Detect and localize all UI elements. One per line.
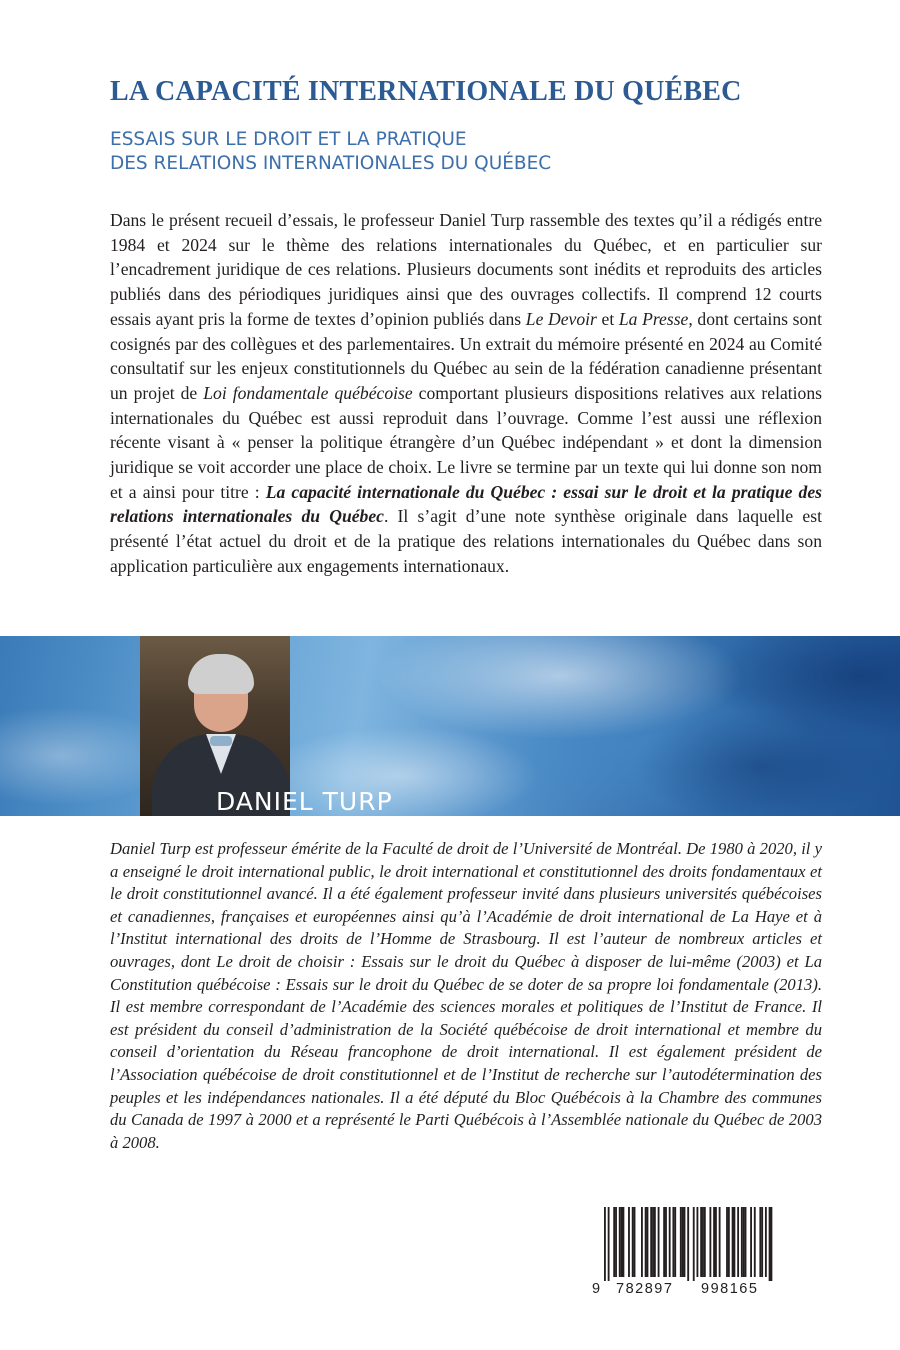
barcode-bar	[658, 1207, 660, 1277]
summary-loi-fondamentale: Loi fondamentale québécoise	[203, 382, 413, 403]
barcode-bars	[590, 1205, 780, 1281]
barcode-bar	[728, 1207, 730, 1277]
barcode-bar	[628, 1207, 630, 1277]
barcode-bar	[713, 1207, 715, 1277]
barcode-bar	[684, 1207, 686, 1277]
barcode-bar	[750, 1207, 752, 1277]
barcode-bar	[687, 1207, 689, 1281]
isbn-barcode	[590, 1205, 780, 1300]
barcode-bar	[693, 1207, 695, 1281]
subtitle-line-2: DES RELATIONS INTERNATIONALES DU QUÉBEC	[110, 153, 552, 174]
barcode-bar	[634, 1207, 636, 1277]
summary-part-3: comportant plusieurs dispositions relatives aux relations internationales du Québec est aussi reproduit dans l’ouvrage. Comme l’est aussi une réflexion récente visant à « penser la politique étrangère d’un Québec indépendant » et dont la dimension juridique se voit accorder une place de choix. Le livre se termine par un texte qui lui donne son nom et a ainsi pour titre :	[110, 382, 822, 502]
barcode-bar	[697, 1207, 699, 1277]
barcode-bar	[647, 1207, 649, 1277]
barcode-bar	[741, 1207, 743, 1277]
barcode-bar	[702, 1207, 704, 1277]
author-bio: Daniel Turp est professeur émérite de la Faculté de droit de l’Université de Montréal. De 1980 à 2020, il y a enseigné le droit international public, le droit international et constitutionnel des droits fondamentaux et le droit constitutionnel avancé. Il a été également professeur invité dans plusieurs universités québécoises et canadiennes, françaises et européennes ainsi qu’à l’Académie de droit international de La Haye et à l’Institut international des droits de l’Homme de Strasbourg. Il est l’auteur de nombreux articles et ouvrages, dont Le droit de choisir : Essais sur le droit du Québec à disposer de lui-même (2003) et La Constitution québécoise : Essais sur le droit du Québec de se doter de sa propre loi fondamentale (2013). Il est membre correspondant de l’Académie des sciences morales et politiques de l’Institut de France. Il est président du conseil d’administration de la Société québécoise de droit international et membre du conseil d’orientation du Réseau francophone de droit international. Il est également président de l’Association québécoise de droit constitutionnel et de l’Institut de recherche sur l’autodétermination des peuples et les indépendances nationales. Il a été député du Bloc Québécois à la Chambre des communes du Canada de 1997 à 2000 et a représenté le Parti Québécois à l’Assemblée nationale du Québec de 2003 à 2008.	[110, 839, 822, 1152]
barcode-bar	[680, 1207, 682, 1277]
barcode-digits	[590, 1281, 780, 1299]
barcode-bar	[669, 1207, 671, 1277]
barcode-bar	[608, 1207, 610, 1281]
barcode-bar	[621, 1207, 623, 1277]
barcode-bar	[700, 1207, 702, 1277]
barcode-bar	[709, 1207, 711, 1277]
summary-la-presse: La Presse	[618, 308, 689, 329]
barcode-bar	[734, 1207, 736, 1277]
photo-bow-tie	[210, 736, 232, 746]
watercolor-band	[0, 636, 900, 816]
barcode-bar	[665, 1207, 667, 1277]
barcode-bar	[743, 1207, 745, 1277]
barcode-bar	[632, 1207, 634, 1277]
summary-part-1: Dans le présent recueil d’essais, le professeur Daniel Turp rassemble des textes qu’il a rédigés entre 1984 et 2024 sur le thème des relations internationales du Québec, et en particulier sur l’encadrement juridique de ces relations. Plusieurs documents sont inédits et reproduits des articles publiés dans des périodiques juridiques ainsi que des ouvrages collectifs. Il comprend 12 courts essais ayant pris la forme de textes d’opinion publiés dans	[110, 210, 822, 329]
barcode-bar	[745, 1207, 747, 1277]
barcode-bar	[615, 1207, 617, 1277]
barcode-group-1: 782897	[616, 1281, 674, 1297]
barcode-bar	[704, 1207, 706, 1277]
barcode-bar	[715, 1207, 717, 1277]
barcode-bar	[650, 1207, 652, 1277]
book-subtitle	[110, 128, 810, 176]
subtitle-line-1: ESSAIS SUR LE DROIT ET LA PRATIQUE	[110, 129, 467, 150]
summary-le-devoir: Le Devoir	[525, 308, 597, 329]
barcode-bar	[645, 1207, 647, 1277]
barcode-bar	[719, 1207, 721, 1277]
barcode-bar	[613, 1207, 615, 1277]
book-summary	[110, 208, 822, 579]
barcode-bar	[771, 1207, 773, 1281]
barcode-bar	[604, 1207, 606, 1281]
barcode-bar	[682, 1207, 684, 1277]
barcode-bar	[641, 1207, 643, 1277]
barcode-bar	[623, 1207, 625, 1277]
barcode-bar	[765, 1207, 767, 1277]
barcode-group-2: 998165	[701, 1281, 759, 1297]
barcode-digit-first: 9	[592, 1281, 601, 1297]
barcode-bar	[674, 1207, 676, 1277]
barcode-bar	[754, 1207, 756, 1277]
barcode-bar	[726, 1207, 728, 1277]
barcode-bar	[672, 1207, 674, 1277]
barcode-bar	[769, 1207, 771, 1281]
summary-et: et	[596, 308, 619, 329]
summary-book-title: La capacité internationale du Québec : essai sur le droit et la pratique des relations internationales du Québec	[110, 481, 822, 527]
barcode-bar	[759, 1207, 761, 1277]
author-name: DANIEL TURP	[216, 787, 393, 816]
barcode-bar	[652, 1207, 654, 1277]
barcode-bar	[732, 1207, 734, 1277]
book-title: LA CAPACITÉ INTERNATIONALE DU QUÉBEC	[110, 76, 742, 107]
photo-hair	[188, 654, 254, 694]
barcode-bar	[737, 1207, 739, 1277]
barcode-bar	[654, 1207, 656, 1277]
barcode-bar	[761, 1207, 763, 1277]
barcode-bar	[663, 1207, 665, 1277]
summary-part-4: . Il s’agit d’une note synthèse originale dans laquelle est présenté l’état actuel du droit et de la pratique des relations internationales du Québec dans son application particulière aux engagements internationaux.	[110, 506, 822, 576]
summary-part-2: , dont certains sont cosignés par des collègues et des parlementaires. Un extrait du mémoire présenté en 2024 au Comité consultatif sur les enjeux constitutionnels du Québec au sein de la fédération canadienne présentant un projet de	[110, 308, 822, 403]
barcode-bar	[619, 1207, 621, 1277]
